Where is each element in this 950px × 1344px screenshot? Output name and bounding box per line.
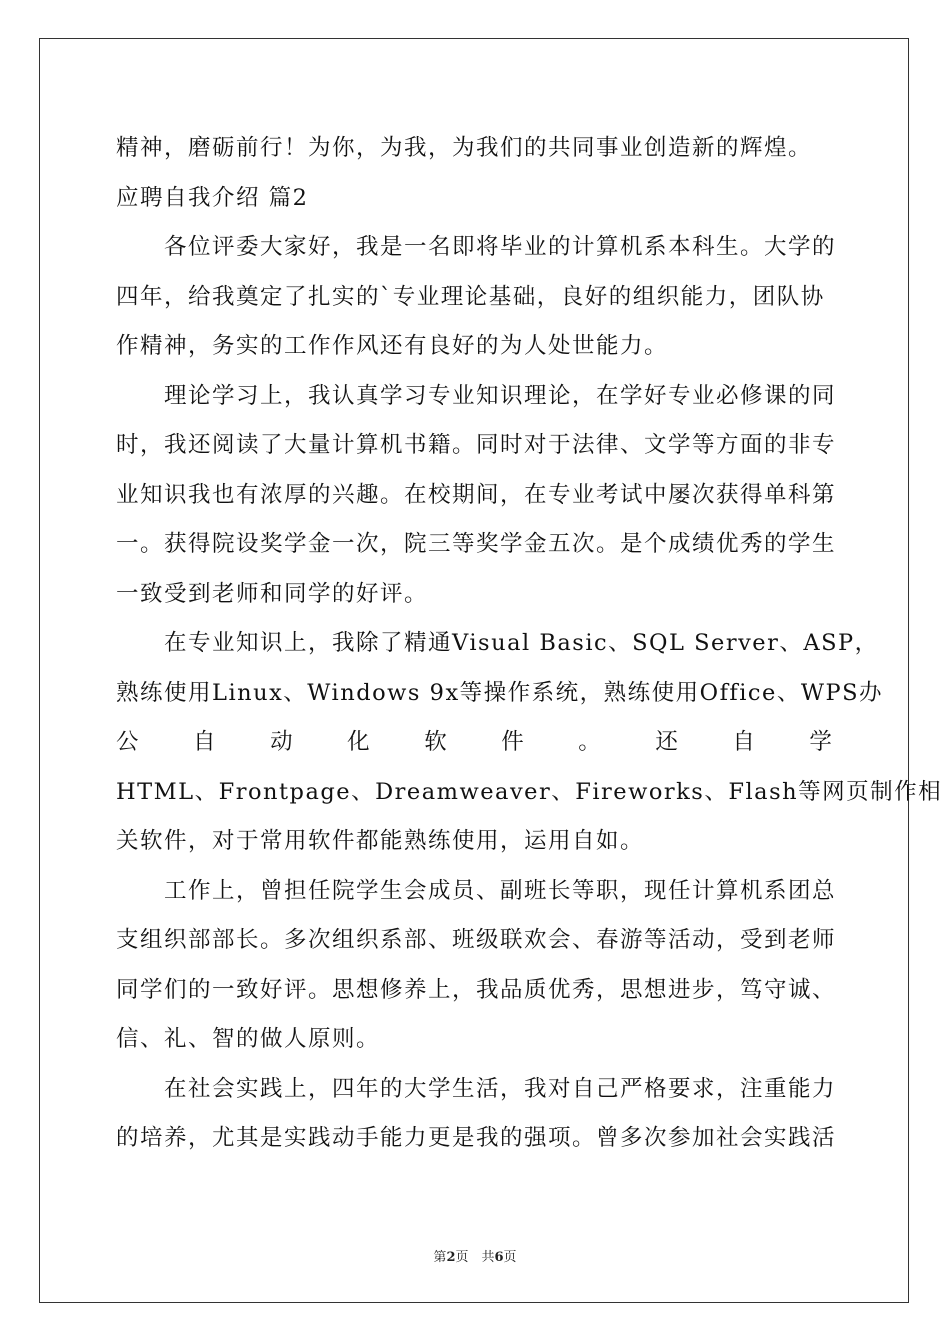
text-line: 的培养，尤其是实践动手能力更是我的强项。曾多次参加社会实践活 [116,1125,837,1151]
text-line: 一。获得院设奖学金一次，院三等奖学金五次。是个成绩优秀的学生 [116,531,837,557]
text-line: 一致受到老师和同学的好评。 [116,580,429,607]
text-line: 关软件，对于常用软件都能熟练使用，运用自如。 [116,828,645,854]
text-line: 理论学习上，我认真学习专业知识理论，在学好专业必修课的同 [164,382,837,409]
justified-char: 软 [424,729,447,755]
footer-prefix: 第 [433,1250,447,1265]
justified-char: 公 [116,729,139,755]
justified-char: 还 [655,729,678,755]
text-line: HTML、Frontpage、Dreamweaver、Fireworks、Flash等网页制作相 [116,778,943,805]
text-line: 业知识我也有浓厚的兴趣。在校期间，在专业考试中屡次获得单科第 [116,481,837,508]
text-line: 在社会实践上，四年的大学生活，我对自己严格要求，注重能力 [164,1075,837,1102]
justified-char: 化 [347,729,370,755]
footer-suffix: 页 [503,1250,517,1265]
text-line [116,718,832,768]
justified-char: 。 [578,729,601,755]
text-line: 各位评委大家好，我是一名即将毕业的计算机系本科生。大学的 [164,234,837,260]
text-line: 信、礼、智的做人原则。 [116,1026,381,1052]
footer-total-pages: 6 [494,1250,504,1265]
text-line: 精神，磨砺前行！为你，为我，为我们的共同事业创造新的辉煌。 [116,135,813,161]
footer-page-number: 2 [446,1250,456,1265]
page-footer [0,1246,950,1265]
text-line: 在专业知识上，我除了精通Visual Basic、SQL Server、ASP， [164,630,879,656]
justified-char: 件 [501,729,524,755]
justified-char: 学 [809,729,832,755]
justified-char: 动 [270,729,293,755]
text-line: 时，我还阅读了大量计算机书籍。同时对于法律、文学等方面的非专 [116,432,837,458]
text-line: 熟练使用Linux、Windows 9x等操作系统，熟练使用Office、WPS办 [116,679,884,706]
text-line: 支组织部部长。多次组织系部、班级联欢会、春游等活动，受到老师 [116,927,837,953]
text-line: 四年，给我奠定了扎实的`专业理论基础，良好的组织能力，团队协 [116,283,825,310]
document-body [116,124,943,1164]
text-line: 同学们的一致好评。思想修养上，我品质优秀，思想进步，笃守诚、 [116,976,837,1003]
text-line: 应聘自我介绍 篇2 [116,184,309,211]
justified-char: 自 [732,729,755,755]
justified-char: 自 [193,729,216,755]
footer-middle: 页 共 [455,1250,495,1265]
text-line: 工作上，曾担任院学生会成员、副班长等职，现任计算机系团总 [164,877,837,904]
text-line: 作精神，务实的工作作风还有良好的为人处世能力。 [116,333,669,359]
